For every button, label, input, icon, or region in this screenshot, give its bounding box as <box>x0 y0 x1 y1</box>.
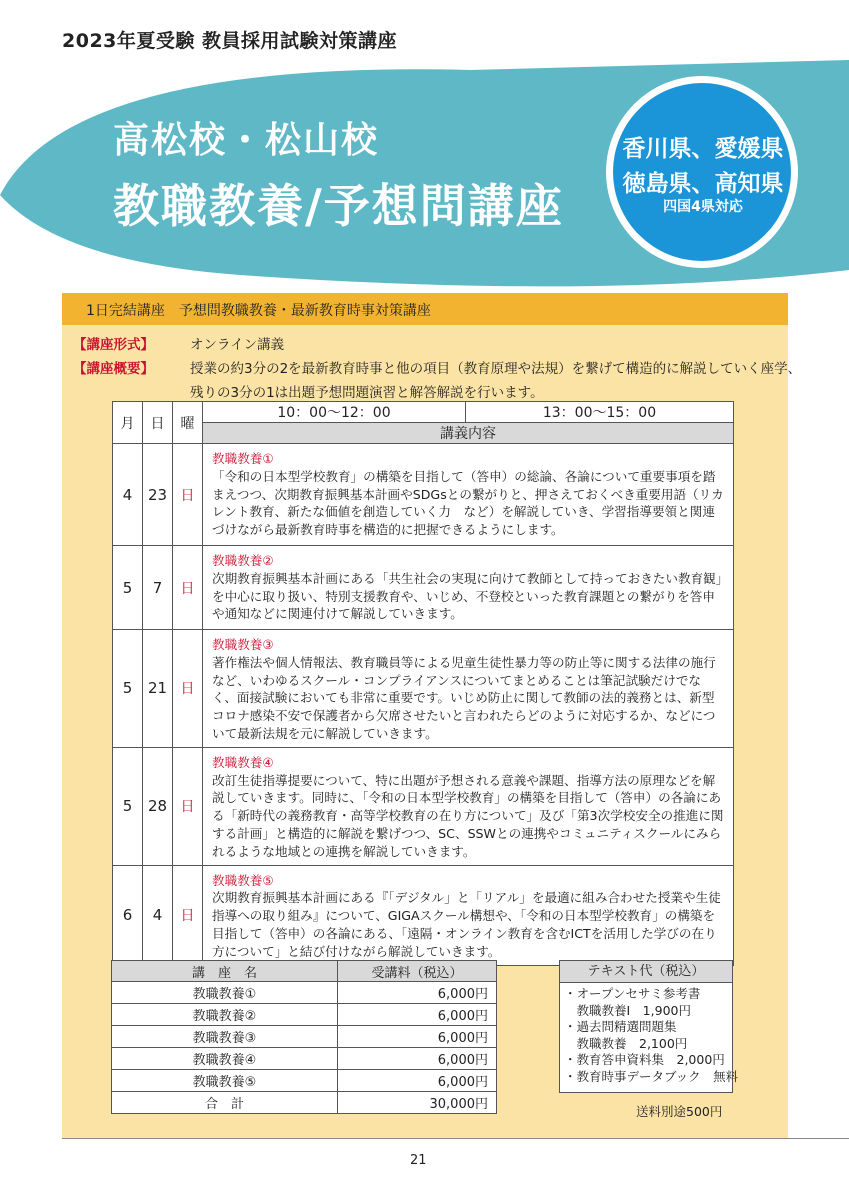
course-heading-bar <box>62 293 788 325</box>
row-dow: 日 <box>173 747 203 865</box>
region-badge-line3: 四国4県対応 <box>663 199 743 215</box>
page-top-title: 2023年夏受験 教員採用試験対策講座 <box>62 30 397 52</box>
table-row <box>112 1048 497 1070</box>
fee-course-name: 教職教養④ <box>112 1048 338 1070</box>
row-content <box>203 865 734 965</box>
row-content <box>203 444 734 546</box>
overview-line2: 残りの3分の1は出題予想問題演習と解答解説を行います。 <box>190 385 544 401</box>
row-day: 7 <box>143 546 173 630</box>
bottom-divider <box>62 1138 849 1139</box>
banner-title-line2: 教職教養/予想問講座 <box>113 179 564 233</box>
banner-title-line1: 高松校・松山校 <box>113 120 380 161</box>
textbook-list: ・オープンセサミ参考書 教職教養Ⅰ 1,900円 ・過去問精選問題集 教職教養 2,100円 ・教育答申資料集 2,000円 ・教育時事データブック 無料 <box>564 986 739 1084</box>
row-month: 5 <box>113 546 143 630</box>
table-row <box>112 1092 497 1114</box>
col-month-header: 月 <box>113 402 143 444</box>
fee-amount: 6,000円 <box>338 1004 497 1026</box>
fee-amount: 6,000円 <box>338 1026 497 1048</box>
row-month: 5 <box>113 747 143 865</box>
schedule-table <box>112 401 734 966</box>
row-content <box>203 630 734 748</box>
fee-amount: 6,000円 <box>338 1070 497 1092</box>
overview-label: 【講座概要】 <box>73 361 154 377</box>
lecture-description: 著作権法や個人情報法、教育職員等による児童生徒性暴力等の防止等に関する法律の施行など、いわゆるスクール・コンプライアンスについてまとめることは筆記試験だけでなく、面接試験においても非常に重要です。いじめ防止に関して教師の法的義務とは、新型コロナ感染不安で保護者から欠席させたいと言われたらどのように対応するか、などについて最新法規を元に解説していきます。 <box>212 654 716 741</box>
row-dow: 日 <box>173 865 203 965</box>
fee-course-name: 教職教養② <box>112 1004 338 1026</box>
lecture-description: 次期教育振興基本計画にある「共生社会の実現に向けて教師として持っておきたい教育観」を中心に取り扱い、特別支援教育や、いじめ、不登校といった教育課題との繋がりを答申や通知などに関連付けて解説していきます。 <box>212 570 723 622</box>
format-value: オンライン講義 <box>190 337 285 353</box>
fee-amount: 6,000円 <box>338 982 497 1004</box>
col-day-header: 日 <box>143 402 173 444</box>
fee-total-amount: 30,000円 <box>338 1092 497 1114</box>
fee-total-label: 合 計 <box>112 1092 338 1114</box>
row-dow: 日 <box>173 630 203 748</box>
region-badge-line1: 香川県、愛媛県 <box>622 136 784 162</box>
page-number: 21 <box>410 1153 427 1168</box>
table-row <box>112 1070 497 1092</box>
fee-course-name: 教職教養③ <box>112 1026 338 1048</box>
row-day: 4 <box>143 865 173 965</box>
region-badge-line2: 徳島県、高知県 <box>622 171 784 197</box>
table-row <box>112 982 497 1004</box>
row-content <box>203 747 734 865</box>
fee-table <box>111 960 497 1114</box>
table-row <box>113 444 734 546</box>
time-am-header: 10：00～12：00 <box>203 402 466 423</box>
table-row <box>113 865 734 965</box>
lecture-title: 教職教養③ <box>212 637 274 652</box>
shipping-note: 送料別途500円 <box>636 1104 723 1119</box>
course-heading: 1日完結講座 予想問教職教養・最新教育時事対策講座 <box>86 303 431 319</box>
lecture-description: 「令和の日本型学校教育」の構築を目指して（答申）の総論、各論について重要事項を踏まえつつ、次期教育振興基本計画やSDGsとの繋がりと、押さえておくべき重要用語（リカレント教育、新たな価値を創造していく力 など）を解説していき、学習指導要領と関連づけながら最新教育時事を構造的に把握できるようにします。 <box>212 468 724 538</box>
time-pm-header: 13：00～15：00 <box>466 402 734 423</box>
row-month: 4 <box>113 444 143 546</box>
fee-amount: 6,000円 <box>338 1048 497 1070</box>
table-row <box>112 1026 497 1048</box>
row-month: 5 <box>113 630 143 748</box>
lecture-title: 教職教養① <box>212 451 274 466</box>
lecture-title: 教職教養⑤ <box>212 872 274 888</box>
fee-course-name: 教職教養① <box>112 982 338 1004</box>
row-day: 28 <box>143 747 173 865</box>
format-label: 【講座形式】 <box>73 337 154 353</box>
content-header: 講義内容 <box>203 423 734 444</box>
lecture-description: 次期教育振興基本計画にある『「デジタル」と「リアル」を最適に組み合わせた授業や生徒指導への取り組み』について、GIGAスクール構想や、「令和の日本型学校教育」の構築を目指して（答申）の各論にある、「遠隔・オンライン教育を含むICTを活用した学びの在り方について」と結び付けながら解説していきます。 <box>212 890 721 959</box>
textbook-box <box>559 960 739 1093</box>
row-day: 21 <box>143 630 173 748</box>
table-row <box>113 546 734 630</box>
row-dow: 日 <box>173 444 203 546</box>
row-dow: 日 <box>173 546 203 630</box>
row-month: 6 <box>113 865 143 965</box>
row-day: 23 <box>143 444 173 546</box>
lecture-title: 教職教養④ <box>212 754 274 770</box>
table-row <box>113 630 734 748</box>
fee-col-fee-header: 受講料（税込） <box>338 961 497 982</box>
fee-course-name: 教職教養⑤ <box>112 1070 338 1092</box>
textbook-header: テキスト代（税込） <box>560 961 732 983</box>
overview-line1: 授業の約3分の2を最新教育時事と他の項目（教育原理や法規）を繋げて構造的に解説していく座学、 <box>190 361 802 377</box>
fee-col-name-header: 講 座 名 <box>112 961 338 982</box>
col-dow-header: 曜 <box>173 402 203 444</box>
table-row <box>112 1004 497 1026</box>
lecture-description: 改訂生徒指導提要について、特に出題が予想される意義や課題、指導方法の原理などを解説していきます。同時に、「令和の日本型学校教育」の構築を目指して（答申）の各論にある「新時代の義務教育・高等学校教育の在り方について」及び「第3次学校安全の推進に関する計画」と構造的に解説を繋げつつ、SC、SSWとの連携やコミュニティスクールにみられるような地域との連携を解説していきます。 <box>212 772 724 859</box>
row-content <box>203 546 734 630</box>
lecture-title: 教職教養② <box>212 553 274 568</box>
table-row <box>113 747 734 865</box>
